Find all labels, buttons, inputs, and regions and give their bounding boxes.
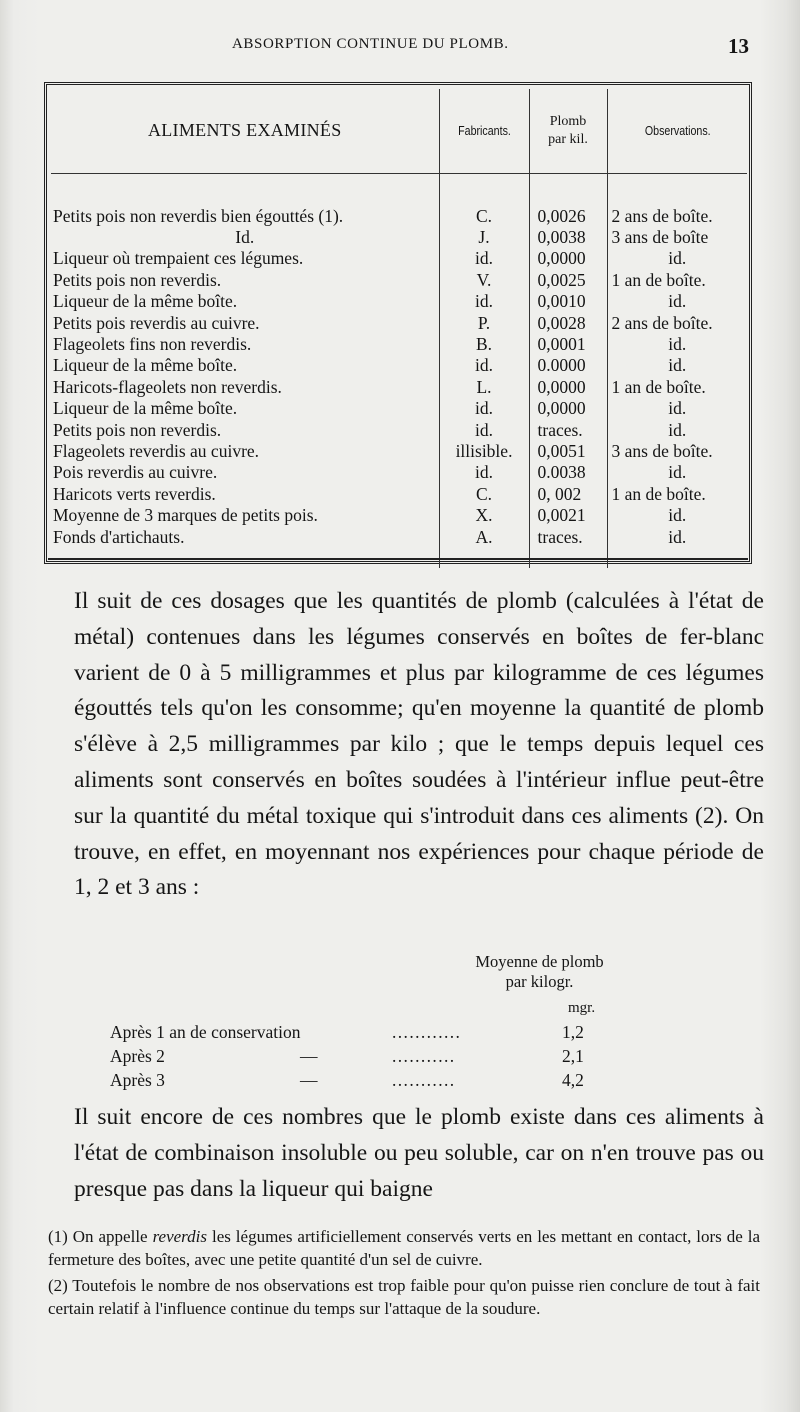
results-dash: — [300, 1070, 318, 1090]
table-header-row [51, 89, 747, 173]
table-row [51, 227, 747, 248]
footnote-1-text: les légumes artificiellement conservés verts en les mettant en contact, lors de la fermeture des boîtes, avec une petite quantité d'un sel de cuivre. [48, 1227, 760, 1269]
cell-fabricant: id. [439, 248, 529, 269]
cell-plomb: 0,0001 [529, 334, 607, 355]
cell-fabricant: C. [439, 484, 529, 505]
cell-plomb: 0,0021 [529, 505, 607, 526]
cell-observation: id. [668, 248, 687, 269]
column-header-plomb-line1: Plomb [549, 113, 587, 129]
results-dots: ........... [392, 1046, 456, 1066]
table-row [51, 398, 747, 419]
cell-plomb: traces. [529, 420, 607, 441]
cell-aliment: Id. [51, 227, 439, 248]
table-row [51, 355, 747, 376]
table-row [51, 462, 747, 483]
results-label: Après 1 an de conservation [110, 1022, 301, 1042]
cell-plomb: traces. [529, 527, 607, 568]
results-caption [452, 952, 627, 992]
cell-plomb: 0,0028 [529, 313, 607, 334]
footnotes [48, 1226, 760, 1320]
cell-fabricant: id. [439, 398, 529, 419]
footnote-1 [48, 1226, 760, 1271]
cell-plomb: 0,0038 [529, 227, 607, 248]
column-header-observations [607, 89, 747, 173]
cell-observation: id. [668, 355, 687, 376]
cell-observation: id. [668, 505, 687, 526]
results-unit: mgr. [568, 1000, 596, 1016]
cell-plomb: 0.0000 [529, 355, 607, 376]
table-spacer-row [51, 173, 747, 206]
cell-observation: 2 ans de boîte. [611, 205, 713, 226]
cell-aliment: Petits pois reverdis au cuivre. [51, 313, 439, 334]
results-row [110, 1044, 590, 1068]
cell-plomb: 0.0038 [529, 462, 607, 483]
cell-fabricant: A. [439, 527, 529, 568]
cell-plomb: 0,0000 [529, 377, 607, 398]
column-header-fabricants [439, 89, 529, 173]
footnote-2: (2) Toutefois le nombre de nos observations est trop faible pour qu'on puisse rien conclure de tout à fait certain relatif à l'influence continue du temps sur l'attaque de la soudure. [48, 1276, 760, 1318]
cell-aliment: Haricots-flageolets non reverdis. [51, 377, 439, 398]
column-header-fabricants-label: Fabricants. [457, 123, 511, 139]
cell-plomb: 0,0010 [529, 291, 607, 312]
column-header-plomb [529, 89, 607, 173]
table-body [51, 173, 747, 568]
column-header-observations-label: Observations. [644, 123, 711, 139]
running-title: ABSORPTION CONTINUE DU PLOMB. [232, 36, 509, 52]
cell-observation: 2 ans de boîte. [611, 312, 713, 333]
results-dots: ............ [392, 1022, 462, 1042]
table-row [51, 248, 747, 269]
cell-observation: id. [668, 333, 687, 354]
cell-fabricant: id. [439, 420, 529, 441]
cell-plomb: 0,0000 [529, 248, 607, 269]
cell-observation: 1 an de boîte. [611, 483, 706, 504]
cell-observation: 3 ans de boîte [611, 226, 709, 247]
body-paragraph-2 [74, 1100, 764, 1207]
table-row [51, 420, 747, 441]
footnote-1-term: reverdis [152, 1227, 208, 1246]
lead-table [44, 82, 752, 564]
cell-fabricant: L. [439, 377, 529, 398]
cell-aliment: Petits pois non reverdis bien égouttés (1). [51, 206, 439, 227]
cell-observation: id. [668, 462, 687, 483]
table-row [51, 313, 747, 334]
cell-plomb: 0,0025 [529, 270, 607, 291]
table-row [51, 270, 747, 291]
results-row [110, 1068, 590, 1092]
cell-fabricant: P. [439, 313, 529, 334]
results-value: 4,2 [562, 1070, 584, 1090]
table-row [51, 505, 747, 526]
cell-aliment: Flageolets fins non reverdis. [51, 334, 439, 355]
cell-plomb: 0,0000 [529, 398, 607, 419]
table-row [51, 527, 747, 568]
cell-aliment: Liqueur de la même boîte. [51, 355, 439, 376]
paragraph-2: Il suit encore de ces nombres que le plomb existe dans ces aliments à l'état de combinaison insoluble ou peu soluble, car on n'en trouve pas ou presque pas dans la liqueur qui baigne [74, 1104, 764, 1202]
cell-fabricant: B. [439, 334, 529, 355]
results-label: Après 2 [110, 1046, 165, 1066]
cell-aliment: Liqueur où trempaient ces légumes. [51, 248, 439, 269]
cell-aliment: Petits pois non reverdis. [51, 270, 439, 291]
results-dash: — [300, 1046, 318, 1066]
column-header-plomb-line2: par kil. [548, 131, 588, 147]
data-table [51, 89, 747, 568]
cell-fabricant: V. [439, 270, 529, 291]
cell-fabricant: id. [439, 355, 529, 376]
results-caption-line1: Moyenne de plomb [475, 952, 604, 971]
results-row [110, 1020, 590, 1044]
cell-observation: id. [668, 419, 687, 440]
table-row [51, 206, 747, 227]
cell-aliment: Liqueur de la même boîte. [51, 291, 439, 312]
cell-aliment: Liqueur de la même boîte. [51, 398, 439, 419]
cell-fabricant: X. [439, 505, 529, 526]
cell-aliment: Moyenne de 3 marques de petits pois. [51, 505, 439, 526]
cell-fabricant: C. [439, 206, 529, 227]
results-label: Après 3 [110, 1070, 165, 1090]
cell-fabricant: J. [439, 227, 529, 248]
page-header [0, 34, 800, 58]
results-dots: ........... [392, 1070, 456, 1090]
page-number: 13 [728, 34, 749, 58]
cell-plomb: 0,0051 [529, 441, 607, 462]
cell-fabricant: illisible. [439, 441, 529, 462]
cell-aliment: Fonds d'artichauts. [51, 527, 439, 568]
body-paragraph-1 [74, 584, 764, 906]
cell-observation: 1 an de boîte. [611, 269, 706, 290]
cell-observation: 1 an de boîte. [611, 376, 706, 397]
results-caption-line2: par kilogr. [505, 972, 574, 991]
table-row [51, 334, 747, 355]
table-row [51, 441, 747, 462]
column-header-aliments: ALIMENTS EXAMINÉS [51, 89, 439, 173]
table-row [51, 291, 747, 312]
cell-aliment: Haricots verts reverdis. [51, 484, 439, 505]
cell-aliment: Flageolets reverdis au cuivre. [51, 441, 439, 462]
footnote-1-prefix: (1) On appelle [48, 1227, 153, 1246]
cell-fabricant: id. [439, 291, 529, 312]
results-value: 1,2 [562, 1022, 584, 1042]
results-value: 2,1 [562, 1046, 584, 1066]
table-row [51, 377, 747, 398]
cell-observation: 3 ans de boîte. [611, 440, 713, 461]
cell-plomb: 0, 002 [529, 484, 607, 505]
cell-aliment: Pois reverdis au cuivre. [51, 462, 439, 483]
table-row [51, 484, 747, 505]
cell-aliment: Petits pois non reverdis. [51, 420, 439, 441]
cell-observation: id. [668, 526, 687, 547]
cell-observation: id. [668, 398, 687, 419]
cell-fabricant: id. [439, 462, 529, 483]
cell-observation: id. [668, 291, 687, 312]
paragraph-1: Il suit de ces dosages que les quantités de plomb (calculées à l'état de métal) contenues dans les légumes conservés en boîtes de fer-blanc varient de 0 à 5 milligrammes et plus par kilogramme de ces légumes égouttés tels qu'on les consomme; qu'en moyenne la quantité de plomb s'élève à 2,5 milligrammes par kilo ; que le temps depuis lequel ces aliments sont conservés en boîtes soudées à l'intérieur influe peut-être sur la quantité du métal toxique qui s'introduit dans ces aliments (2). On trouve, en effet, en moyennant nos expériences pour chaque période de 1, 2 et 3 ans : [74, 588, 764, 901]
cell-plomb: 0,0026 [529, 206, 607, 227]
